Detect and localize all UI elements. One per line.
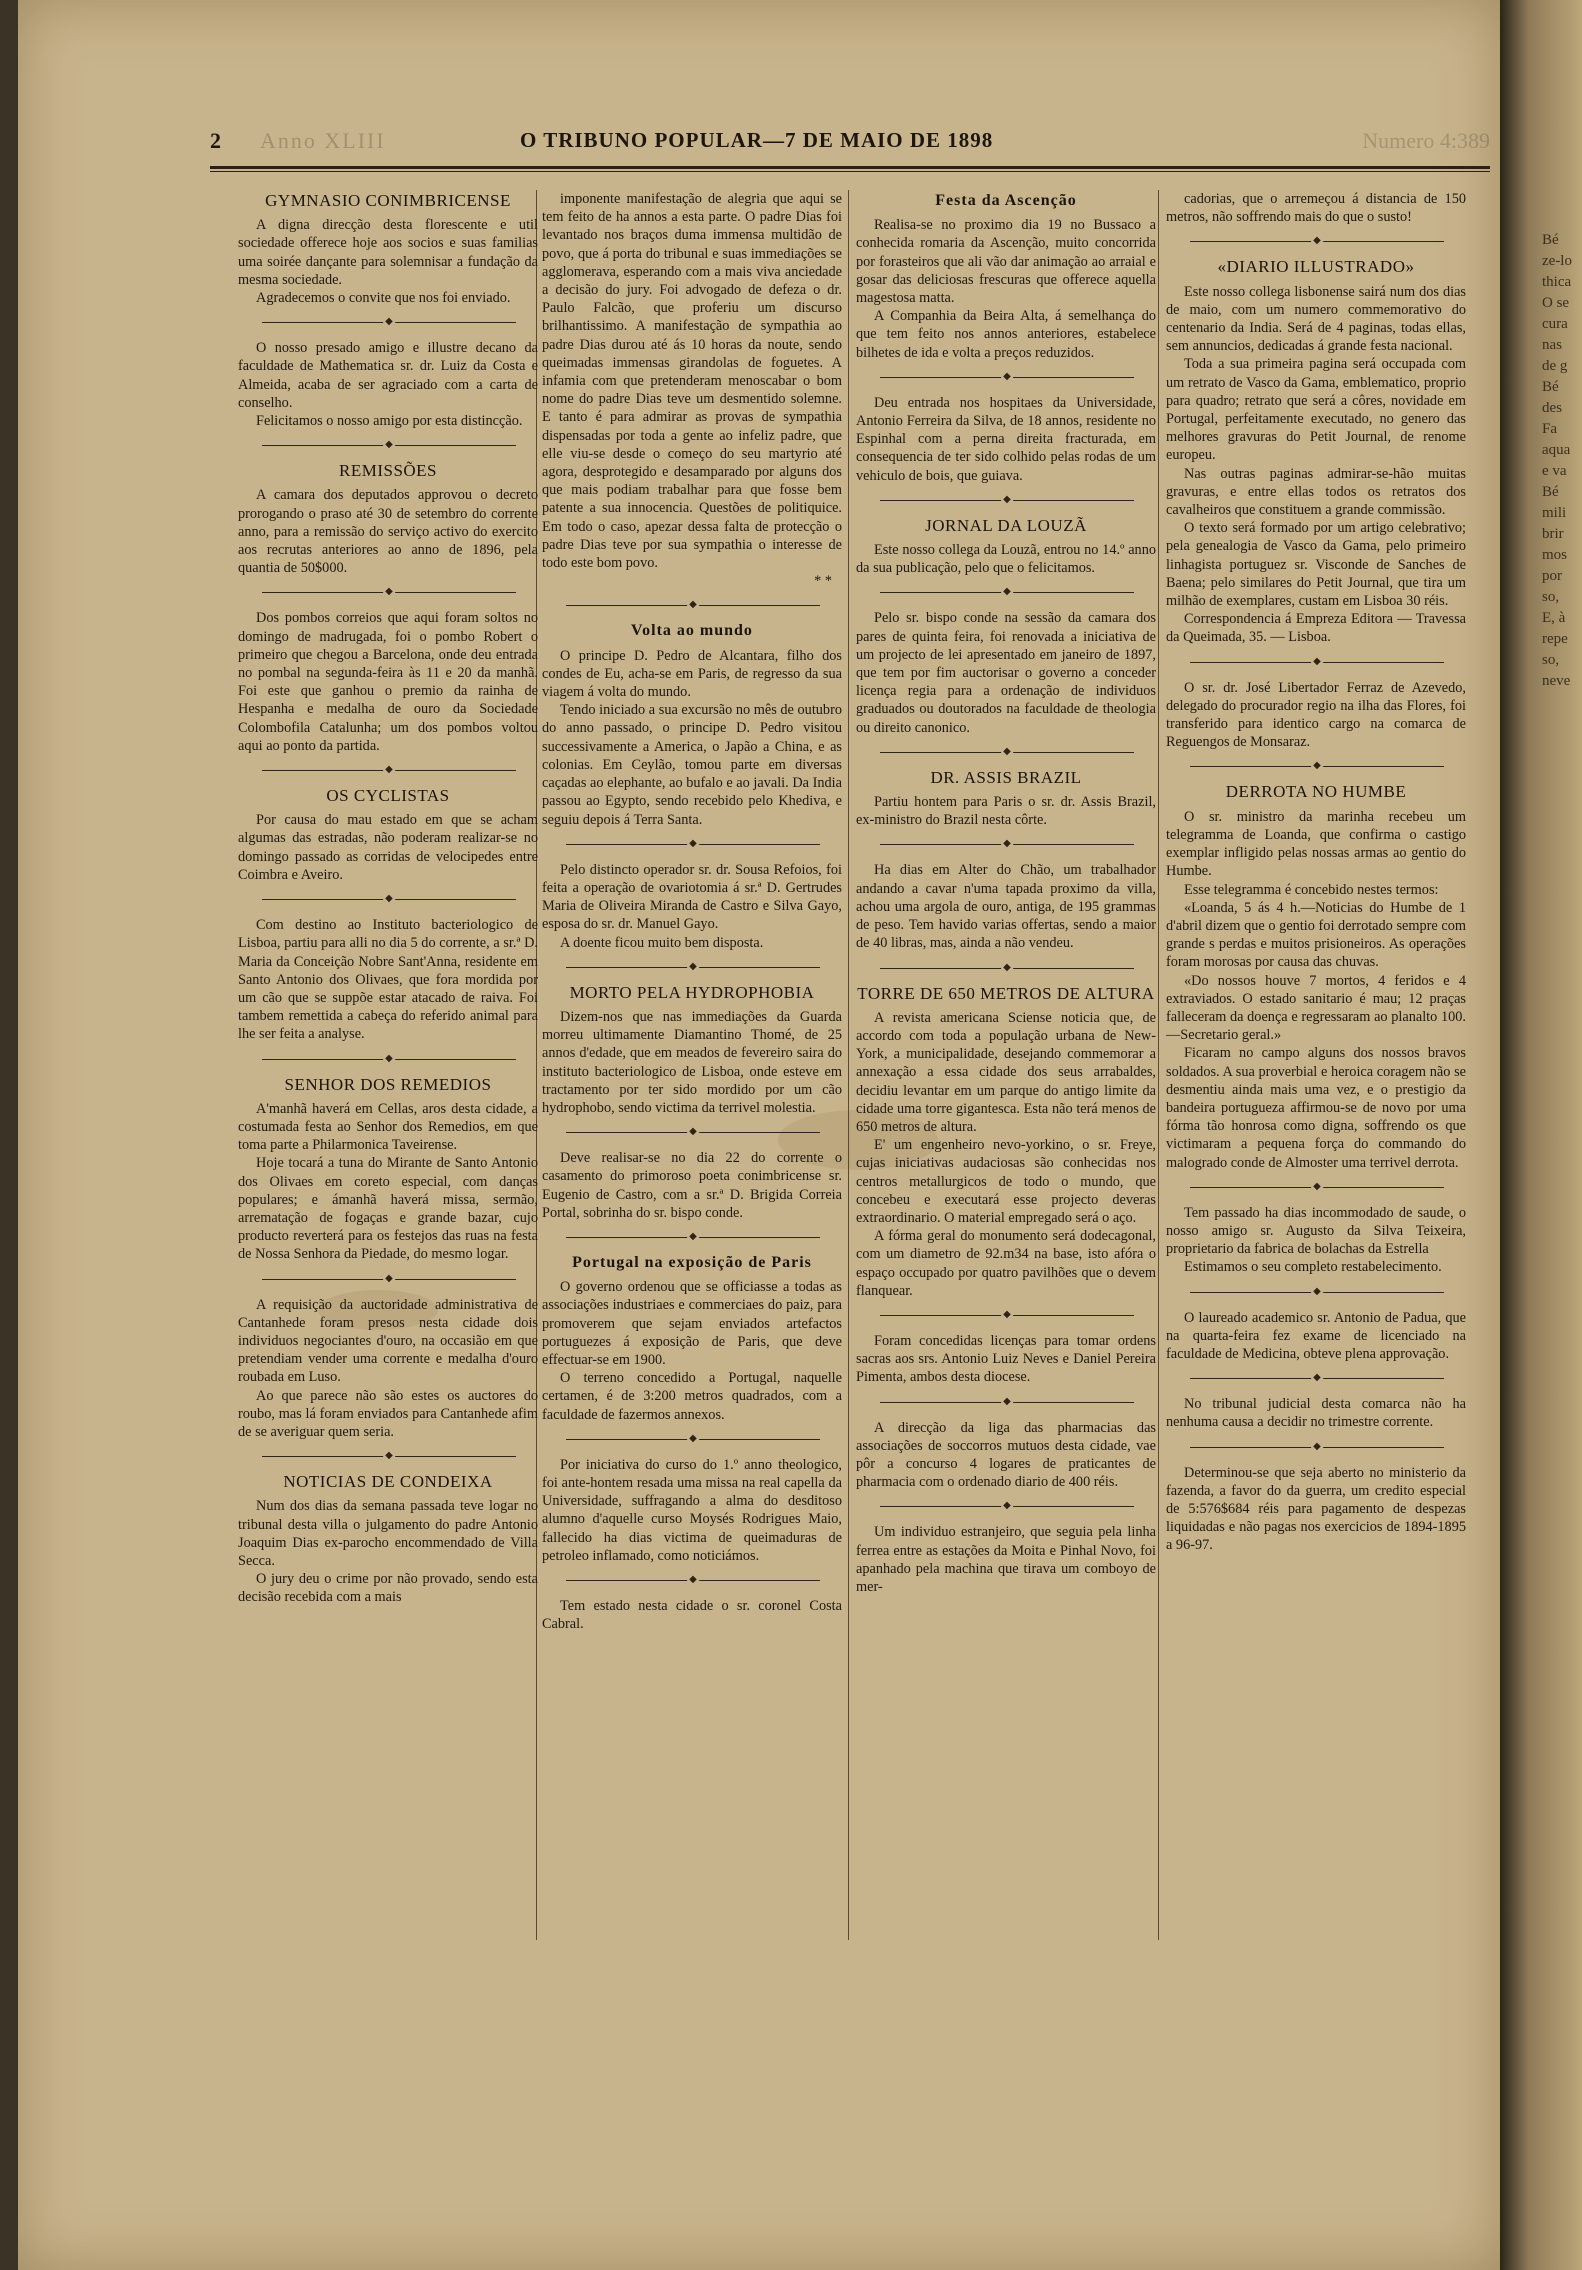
page-header bbox=[210, 128, 1490, 158]
article-paragraph: Hoje tocará a tuna do Mirante de Santo Antonio dos Olivaes em coreto especial, com danças populares; e ámanhã haverá missa, sermão, arrematação de fogaças e grande bazar, cujo producto reverterá para os festejos das ruas na festa de Nossa Senhora da Piedade, do mesmo logar. bbox=[238, 1155, 538, 1263]
article-paragraph: O nosso presado amigo e illustre decano da faculdade de Mathematica sr. dr. Luiz da Costa e Almeida, acaba de ser agraciado com a carta de conselho. bbox=[238, 340, 538, 411]
article bbox=[1166, 1464, 1466, 1555]
article-divider bbox=[880, 495, 1134, 507]
article-divider bbox=[262, 1054, 516, 1066]
article-divider bbox=[880, 587, 1134, 599]
article bbox=[856, 769, 1156, 830]
article-headline: TORRE DE 650 METROS DE ALTURA bbox=[857, 983, 1155, 1003]
article-divider bbox=[880, 839, 1134, 851]
article-paragraph: Dos pombos correios que aqui foram soltos no domingo de madrugada, foi o pombo Robert o primeiro que chegou a Barcelona, onde deu entrada no pombal na segunda-feira às 11 e 20 da manhã. Foi este que ganhou o premio da rainha de Hespanha e medalha de ouro da Sociedade Colombofila Catalunha; um dos pombos voltou aqui ao ponto da partida. bbox=[238, 610, 538, 754]
article bbox=[856, 517, 1156, 578]
show-through-text-left: Anno XLIII bbox=[260, 128, 386, 153]
article-paragraph: Tem passado ha dias incommodado de saude, o nosso amigo sr. Augusto da Silva Teixeira, proprietario da fabrica de bolachas da Estrella bbox=[1166, 1204, 1466, 1258]
article-paragraph: «Loanda, 5 ás 4 h.—Noticias do Humbe de 1 d'abril dizem que o gentio foi derrotado sempre com grande s perdas e muitos prisioneiros. As operações foram morosas por causa das chuvas. bbox=[1166, 899, 1466, 971]
article bbox=[238, 192, 538, 307]
article bbox=[238, 339, 538, 430]
article-paragraph: No tribunal judicial desta comarca não ha nenhuma causa a decidir no trimestre corrente. bbox=[1166, 1396, 1466, 1431]
article bbox=[856, 861, 1156, 952]
article-paragraph: O governo ordenou que se officiasse a todas as associações industriaes e commerciaes do paiz, para promoverem que sejam enviados artefactos portuguezes á exposição de Paris, que deve effectuar-se em 1900. bbox=[542, 1279, 842, 1368]
article-paragraph: imponente manifestação de alegria que aqui se tem feito de ha annos a esta parte. O padre Dias foi levantado nos braços duma immensa multidão de povo, que á porta do tribunal e suas immediações se agglomerava, esperando com a mais viva anciedade a decisão do jury. Foi advogado de defeza o dr. Paulo Falcão, que proferiu um discurso brilhantissimo. A manifestação de sympathia ao padre Dias durou até ás 10 horas da noute, sendo queimadas immensas girandolas de foguetes. A infamia com que pretenderam menoscabar o bom nome do padre Dias teve um desmentido solemne. E tanto é para admirar as provas de sympathia dispensadas por toda a gente ao infeliz padre, que elle viu-se desde o começo do seu martyrio até agora, desprotegido e desamparado por alguns dos que mais podiam trabalhar para que fosse bem patente a sua innocencia. Questões de politiquice. Em todo o caso, apezar dessa falta de protecção o padre Dias teve por sua sympathia o interesse de todo este bom povo. bbox=[542, 191, 842, 572]
article-paragraph: Tendo iniciado a sua excursão no mês de outubro do anno passado, o principe D. Pedro visitou successivamente a America, o Japão a China, e as colonias. Em Ceylão, tomou parte em diversas caçadas ao elephante, ao bufalo e ao javali. Da India passou ao Egypto, sendo recebido pelo Khediva, e seguiu depois á Terra Santa. bbox=[542, 702, 842, 828]
article bbox=[856, 394, 1156, 485]
article-divider bbox=[1190, 1373, 1444, 1385]
article-paragraph: Dizem-nos que nas immediações da Guarda morreu ultimamente Diamantino Thomé, de 25 annos d'edade, que em meados de fevereiro saira do instituto bacteriologico de Lisboa, onde esteve em tractamento por ter sido mordido por um cão hydrophobo, sendo victima da terrivel molestia. bbox=[542, 1008, 842, 1116]
article-paragraph: A revista americana Sciense noticia que, de accordo com toda a população urbana de New-York, a municipalidade, desejando commemorar a annexação a essa cidade dos seus arrabaldes, decidiu levantar em um parque do antigo limite da cidade uma torre gigantesca. Esta não terá menos de 650 metros de altura. bbox=[856, 1009, 1156, 1135]
article-headline: JORNAL DA LOUZÃ bbox=[925, 515, 1087, 535]
article-headline: SENHOR DOS REMEDIOS bbox=[284, 1074, 492, 1094]
article-headline: Festa da Ascenção bbox=[935, 192, 1077, 209]
article bbox=[1166, 783, 1466, 1171]
article-paragraph: Com destino ao Instituto bacteriologico de Lisboa, partiu para alli no dia 5 do corrente, a sr.ª D. Maria da Conceição Nobre Sant'Anna, residente em Santo Antonio dos Olivaes, que fora mordida por um cão que se suppõe estar atacado de raiva. Foi tambem remettida a cabeça do referido animal para lhe ser feita a analyse. bbox=[238, 917, 538, 1043]
article-paragraph: Partiu hontem para Paris o sr. dr. Assis Brazil, ex-ministro do Brazil nesta côrte. bbox=[856, 794, 1156, 829]
article-paragraph: Ficaram no campo alguns dos nossos bravos soldados. A sua proverbial e heroica coragem não se desmentiu ainda mais uma vez, e o prestigio da bandeira portugueza affirmou-se de novo por uma fórma tão honrosa como digna, soffrendo os que victimaram a pequena força do commando do malogrado conde de Almoster uma terrivel derrota. bbox=[1166, 1045, 1466, 1171]
article-divider bbox=[566, 600, 820, 612]
article-paragraph: Pelo sr. bispo conde na sessão da camara dos pares de quinta feira, foi renovada a iniciativa de um projecto de lei apresentado em janeiro de 1897, que tem por fim auctorisar o governo a conceder licença regia para a ordenação de individuos graduados ou doutorados na faculdade de theologia ou direito canonico. bbox=[856, 610, 1156, 736]
article bbox=[238, 787, 538, 884]
article-paragraph: Esse telegramma é concebido nestes termos: bbox=[1184, 881, 1439, 898]
article-paragraph: A camara dos deputados approvou o decreto prorogando o praso até 30 de setembro do corrente anno, para a remissão do serviço activo do exercito aos recrutas anteriores ao anno de 1896, pela quantia de 50$000. bbox=[238, 487, 538, 577]
article bbox=[856, 1523, 1156, 1596]
article-paragraph: A digna direcção desta florescente e util sociedade offerece hoje aos socios e suas familias uma soirée dançante para solemnisar a fundação da mesma sociedade. bbox=[238, 217, 538, 288]
article-divider bbox=[1190, 1442, 1444, 1454]
article bbox=[542, 1456, 842, 1565]
column-1 bbox=[232, 190, 546, 1950]
article-headline: DERROTA NO HUMBE bbox=[1225, 782, 1407, 802]
article bbox=[542, 1149, 842, 1222]
article-divider bbox=[566, 1575, 820, 1587]
article bbox=[238, 916, 538, 1043]
article-paragraph: O sr. ministro da marinha recebeu um telegramma de Loanda, que confirma o castigo exemplar infligido pelas nossas armas ao gentio do Humbe. bbox=[1166, 808, 1466, 880]
article-headline: GYMNASIO CONIMBRICENSE bbox=[265, 191, 511, 210]
article-divider bbox=[262, 894, 516, 906]
article-divider bbox=[1190, 761, 1444, 773]
article-headline: MORTO PELA HYDROPHOBIA bbox=[569, 982, 815, 1002]
article-paragraph: Este nosso collega da Louzã, entrou no 14.º anno da sua publicação, pelo que o felicitamos. bbox=[856, 542, 1156, 577]
article bbox=[542, 1254, 842, 1424]
column-2 bbox=[536, 190, 850, 1950]
article-divider bbox=[880, 372, 1134, 384]
article-paragraph: Ao que parece não são estes os auctores do roubo, mas lá foram enviados para Cantanhede afim de se averiguar quem seria. bbox=[238, 1387, 538, 1440]
article-paragraph: Ha dias em Alter do Chão, um trabalhador andando a cavar n'uma tapada proximo da villa, achou uma argola de ouro, antiga, de 195 grammas de peso. Tem havido varias offertas, sendo a maior de 40 libras, mas, ainda a não vendeu. bbox=[856, 862, 1156, 952]
article-divider bbox=[566, 1434, 820, 1446]
article-signature: * * bbox=[814, 573, 832, 590]
article-headline: OS CYCLISTAS bbox=[326, 786, 450, 806]
article-divider bbox=[1190, 1287, 1444, 1299]
article-paragraph: O principe D. Pedro de Alcantara, filho dos condes de Eu, acha-se em Paris, de regresso da sua viagem á volta do mundo. bbox=[542, 647, 842, 701]
article-divider bbox=[262, 440, 516, 452]
article bbox=[542, 1597, 842, 1633]
article bbox=[238, 1473, 538, 1606]
article-headline: REMISSÕES bbox=[338, 461, 438, 481]
article bbox=[1166, 1395, 1466, 1431]
article-paragraph: A fórma geral do monumento será dodecagonal, com um diametro de 92.m34 na base, isto afóra o espaço occupado por quatro pavilhões que o devem flanquear. bbox=[856, 1228, 1156, 1299]
header-rule bbox=[210, 166, 1490, 172]
article-paragraph: Tem estado nesta cidade o sr. coronel Costa Cabral. bbox=[542, 1598, 842, 1633]
article-paragraph: Deve realisar-se no dia 22 do corrente o casamento do primoroso poeta conimbricense sr. Eugenio de Castro, com a sr.ª D. Brigida Correia Portal, sobrinha do sr. bispo conde. bbox=[542, 1150, 842, 1221]
article bbox=[1166, 258, 1466, 646]
article-divider bbox=[1190, 657, 1444, 669]
article-divider bbox=[880, 1310, 1134, 1322]
article-divider bbox=[566, 839, 820, 851]
article bbox=[542, 861, 842, 952]
article bbox=[238, 1296, 538, 1442]
article-paragraph: Toda a sua primeira pagina será occupada com um retrato de Vasco da Gama, emblematico, proprio para quadro; retrato que será a côres, novidade em Portugal, perfeitamente executado, no genero das melhores gravuras do Petit Journal, de renome europeu. bbox=[1166, 356, 1466, 464]
article-divider bbox=[880, 747, 1134, 759]
article bbox=[1166, 1204, 1466, 1277]
article bbox=[856, 985, 1156, 1300]
article bbox=[542, 190, 842, 590]
page-number: 2 bbox=[210, 128, 221, 153]
article-headline: Portugal na exposição de Paris bbox=[572, 1253, 812, 1271]
article-paragraph: Este nosso collega lisbonense sairá num dos dias de maio, com um numero commemorativo do centenario da India. Será de 4 paginas, todas ellas, sem annuncios, dedicadas á grande festa nacional. bbox=[1166, 283, 1466, 355]
article-paragraph: Agradecemos o convite que nos foi enviado. bbox=[256, 290, 511, 307]
article-paragraph: Deu entrada nos hospitaes da Universidade, Antonio Ferreira da Silva, de 18 annos, residente no Espinhal com a perna direita fracturada, em consequencia de ter sido colhido pelas rodas de um vehiculo de bois, que guiava. bbox=[856, 394, 1156, 484]
article-divider bbox=[1190, 1182, 1444, 1194]
article bbox=[1166, 1309, 1466, 1364]
article bbox=[238, 462, 538, 577]
article-paragraph: A doente ficou muito bem disposta. bbox=[560, 934, 764, 951]
article-paragraph: Estimamos o seu completo restabelecimento. bbox=[1184, 1259, 1442, 1276]
article-paragraph: A Companhia da Beira Alta, á semelhança do que tem feito nos annos anteriores, estabelece bilhetes de ida e volta a preços reduzidos. bbox=[856, 308, 1156, 361]
article-paragraph: Foram concedidas licenças para tomar ordens sacras aos srs. Antonio Luiz Neves e Daniel Pereira Pimenta, ambos desta diocese. bbox=[856, 1332, 1156, 1386]
article-divider bbox=[566, 1127, 820, 1139]
article-paragraph: Pelo distincto operador sr. dr. Sousa Refoios, foi feita a operação de ovariotomia á sr.ª D. Gertrudes Maria de Oliveira Miranda de Castro e Silva Gayo, esposa do sr. dr. Manuel Gayo. bbox=[542, 861, 842, 933]
article bbox=[238, 1076, 538, 1264]
show-through-text-right: Numero 4:389 bbox=[1362, 128, 1490, 153]
article bbox=[1166, 190, 1466, 226]
adjacent-page-text: Bé ze-lo thica O se cura nas de g Bé des Fa aqua e va Bé mili brir mos por so, E, à repe so, neve bbox=[1542, 232, 1572, 689]
article-paragraph: E' um engenheiro nevo-yorkino, o sr. Freye, cujas iniciativas audaciosas são conhecidas nos centros metallurgicos de todo o mundo, que concebeu e executará esse projecto deveras extraordinario. O material empregado será o aço. bbox=[856, 1137, 1156, 1226]
article-paragraph: Correspondencia á Empreza Editora — Travessa da Queimada, 35. — Lisboa. bbox=[1166, 611, 1466, 646]
article bbox=[856, 1419, 1156, 1492]
article-headline: Volta ao mundo bbox=[631, 622, 753, 640]
article-paragraph: Felicitamos o nosso amigo por esta distincção. bbox=[256, 413, 523, 430]
article-paragraph: Num dos dias da semana passada teve logar no tribunal desta villa o julgamento do padre Antonio Joaquim Dias ex-parocho encommendado de Villa Secca. bbox=[238, 1498, 538, 1569]
adjacent-page-edge bbox=[1500, 0, 1582, 2270]
article-paragraph: Nas outras paginas admirar-se-hão muitas gravuras, e entre ellas todos os retratos dos cavalheiros que constituem a grande commissão. bbox=[1166, 465, 1466, 519]
masthead-title: O TRIBUNO POPULAR—7 DE MAIO DE 1898 bbox=[520, 128, 994, 152]
article bbox=[238, 609, 538, 755]
column-4 bbox=[1160, 190, 1474, 1950]
article bbox=[542, 984, 842, 1117]
article-headline: NOTICIAS DE CONDEIXA bbox=[283, 1472, 493, 1492]
article-divider bbox=[566, 962, 820, 974]
article-paragraph: cadorias, que o arremeçou á distancia de 150 metros, não soffrendo mais do que o susto! bbox=[1166, 191, 1466, 226]
article-paragraph: Um individuo estranjeiro, que seguia pela linha ferrea entre as estações da Moita e Pinhal Novo, foi apanhado pela machina que tirava um comboyo de mer- bbox=[856, 1524, 1156, 1595]
article-divider bbox=[262, 317, 516, 329]
article-paragraph: A requisição da auctoridade administrativa de Cantanhede foram presos nesta cidade dois individuos negociantes d'ouro, na occasião em que pretendiam vender uma corrente e medalha d'ouro roubada em Luso. bbox=[238, 1296, 538, 1386]
article-divider bbox=[262, 1451, 516, 1463]
article-paragraph: «Do nossos houve 7 mortos, 4 feridos e 4 extraviados. O estado sanitario é mau; 12 praças falleceram da doença e regressaram ao planalto 100.—Secretario geral.» bbox=[1166, 972, 1466, 1044]
article-divider bbox=[566, 1232, 820, 1244]
article-paragraph: A direcção da liga das pharmacias das associações de soccorros mutuos desta cidade, vae pôr a concurso 4 logares de praticantes de pharmacia com o ordenado diario de 400 réis. bbox=[856, 1419, 1156, 1491]
article-paragraph: O texto será formado por um artigo celebrativo; pela genealogia de Vasco da Gama, pelo primeiro linhagista portuguez sr. Visconde de Sanches de Baena; pelo similares do Petit Journal, que tira um milhão de exemplares, custam em Lisboa 30 réis. bbox=[1166, 520, 1466, 610]
article bbox=[856, 1332, 1156, 1387]
article-paragraph: O jury deu o crime por não provado, sendo esta decisão recebida com a mais bbox=[238, 1571, 538, 1606]
article bbox=[856, 609, 1156, 736]
article bbox=[542, 622, 842, 828]
article-paragraph: O sr. dr. José Libertador Ferraz de Azevedo, delegado do procurador regio na ilha das Flores, foi transferido para identico cargo na comarca de Reguengos de Monsaraz. bbox=[1166, 679, 1466, 751]
article-divider bbox=[262, 587, 516, 599]
article-divider bbox=[262, 1274, 516, 1286]
article bbox=[856, 192, 1156, 362]
article-paragraph: Por causa do mau estado em que se acham algumas das estradas, não poderam realizar-se no domingo passado as corridas de velocipedes entre Coimbra e Aveiro. bbox=[238, 812, 538, 883]
article-paragraph: Realisa-se no proximo dia 19 no Bussaco a conhecida romaria da Ascenção, muito concorrida por forasteiros que ali vão dar animação ao arraial e gosar das deliciosas frescuras que offerece aquella magestosa matta. bbox=[856, 217, 1156, 307]
article-headline: «DIARIO ILLUSTRADO» bbox=[1217, 257, 1415, 277]
article-divider bbox=[880, 1501, 1134, 1513]
article bbox=[1166, 679, 1466, 752]
article-divider bbox=[262, 765, 516, 777]
article-paragraph: Por iniciativa do curso do 1.º anno theologico, foi ante-hontem resada uma missa na real capella da Universidade, suffragando a alma do desditoso alumno d'aquelle curso Moysés Rodrigues Maio, fallecido ha dias victima de queimaduras de petroleo inflamado, como noticiámos. bbox=[542, 1456, 842, 1564]
article-headline: DR. ASSIS BRAZIL bbox=[930, 767, 1082, 787]
column-3 bbox=[850, 190, 1164, 1950]
article-paragraph: Determinou-se que seja aberto no ministerio da fazenda, a favor do da guerra, um credito especial de 5:576$684 réis para pagamento de despezas liquidadas e não pagas nos exercicios de 1894-1895 a 96-97. bbox=[1166, 1464, 1466, 1554]
article-divider bbox=[880, 963, 1134, 975]
article-divider bbox=[1190, 236, 1444, 248]
article-paragraph: O laureado academico sr. Antonio de Padua, que na quarta-feira fez exame de licenciado na faculdade de Medicina, obteve plena approvação. bbox=[1166, 1309, 1466, 1362]
article-paragraph: O terreno concedido a Portugal, naquelle certamen, é de 3:200 metros quadrados, com a faculdade de fazermos annexos. bbox=[542, 1370, 842, 1423]
article-paragraph: A'manhã haverá em Cellas, aros desta cidade, a costumada festa ao Senhor dos Remedios, em que toma parte a Philarmonica Taveirense. bbox=[238, 1100, 538, 1154]
article-divider bbox=[880, 1397, 1134, 1409]
